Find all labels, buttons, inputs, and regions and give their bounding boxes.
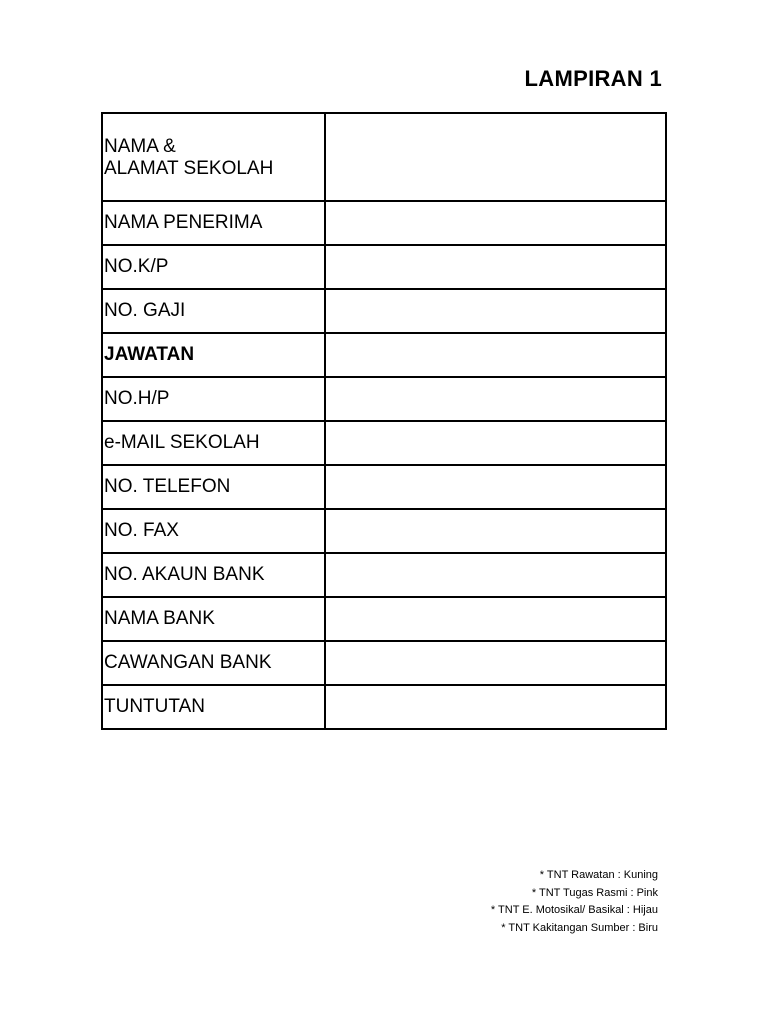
form-label-no-akaun-bank: NO. AKAUN BANK [102,553,325,597]
form-row-school [102,113,666,201]
form-value-tuntutan[interactable] [325,685,666,729]
form-label-school-line1: NAMA & [104,136,176,157]
form-label-jawatan: JAWATAN [102,333,325,377]
form-row-no-kp [102,245,666,289]
form-label-no-gaji: NO. GAJI [102,289,325,333]
form-row-no-hp [102,377,666,421]
form-value-school[interactable] [325,113,666,201]
form-label-no-telefon: NO. TELEFON [102,465,325,509]
document-title: LAMPIRAN 1 [524,66,662,91]
note-rawatan: * TNT Rawatan : Kuning [539,869,658,881]
claim-form-table [101,112,667,730]
form-label-tuntutan: TUNTUTAN [102,685,325,729]
form-row-nama-penerima [102,201,666,245]
form-value-email-sekolah[interactable] [325,421,666,465]
form-label-nama-bank: NAMA BANK [102,597,325,641]
form-value-jawatan[interactable] [325,333,666,377]
form-row-nama-bank [102,597,666,641]
form-row-cawangan-bank [102,641,666,685]
form-label-nama-penerima: NAMA PENERIMA [102,201,325,245]
form-value-no-fax[interactable] [325,509,666,553]
color-code-notes [491,867,658,937]
form-row-jawatan [102,333,666,377]
form-label-cawangan-bank: CAWANGAN BANK [102,641,325,685]
form-value-cawangan-bank[interactable] [325,641,666,685]
form-value-no-akaun-bank[interactable] [325,553,666,597]
note-tugas-rasmi: * TNT Tugas Rasmi : Pink [531,886,658,899]
form-row-no-fax [102,509,666,553]
form-row-email-sekolah [102,421,666,465]
note-motosikal-basikal: * TNT E. Motosikal/ Basikal : Hijau [490,904,658,916]
form-label-school-line2: ALAMAT SEKOLAH [104,158,274,179]
form-value-no-telefon[interactable] [325,465,666,509]
form-label-school [102,113,325,201]
form-label-email-sekolah: e-MAIL SEKOLAH [102,421,325,465]
form-value-nama-bank[interactable] [325,597,666,641]
form-row-no-akaun-bank [102,553,666,597]
form-label-no-fax: NO. FAX [102,509,325,553]
form-value-no-hp[interactable] [325,377,666,421]
form-value-no-kp[interactable] [325,245,666,289]
form-label-no-kp: NO.K/P [102,245,325,289]
form-value-nama-penerima[interactable] [325,201,666,245]
form-label-no-hp: NO.H/P [102,377,325,421]
form-value-no-gaji[interactable] [325,289,666,333]
form-row-no-gaji [102,289,666,333]
form-row-no-telefon [102,465,666,509]
note-kakitangan-sumber: * TNT Kakitangan Sumber : Biru [501,921,658,934]
form-row-tuntutan [102,685,666,729]
